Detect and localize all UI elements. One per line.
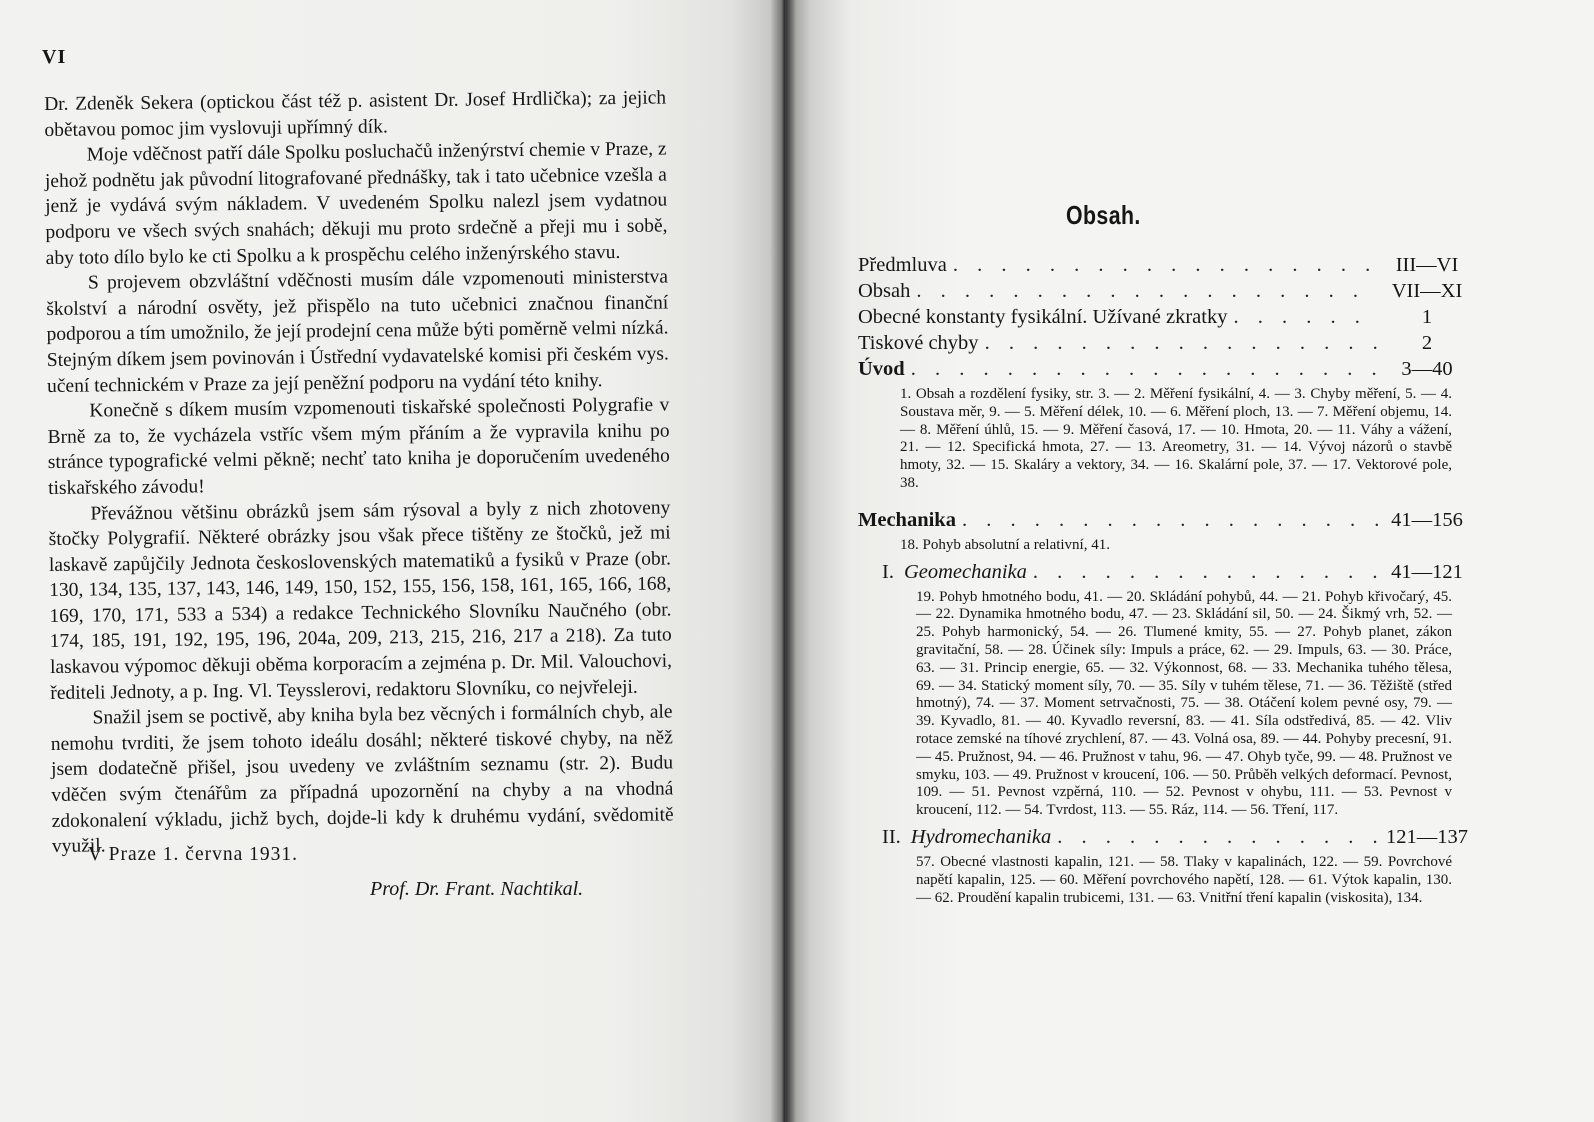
toc-entry-uvod[interactable]: [858, 356, 1470, 382]
toc-detail-geomechanika: 19. Pohyb hmotného bodu, 41. — 20. Skládání pohybů, 44. — 21. Pohyb křivočarý, 45. — 22. Dynamika hmotného bodu, 47. — 23. Skládání sil, 50. — 24. Šikmý vrh, 52. — 25. Pohyb harmonický, 54. — 26. Tlumené kmity, 55. — 27. Pohyb planet, zákon gravitační, 58. — 28. Účinek síly: Impuls a práce, 62. — 29. Impuls, 63. — 30. Práce, 63. — 31. Princip energie, 65. — 32. Výkonnost, 68. — 33. Mechanika tuhého tělesa, 69. — 34. Statický moment síly, 70. — 35. Síly v tuhém tělese, 71. — 36. Těžiště (střed hmotný), 74. — 37. Moment setrvačnosti, 75. — 38. Otáčení kolem pevné osy, 79. — 39. Kyvadlo, 81. — 40. Kyvadlo reversní, 83. — 41. Síla odstředivá, 85. — 42. Vliv rotace zemské na tíhové zrychlení, 87. — 43. Volná osa, 89. — 44. Pohyby precesní, 91. — 45. Pružnost, 94. — 46. Pružnost v tahu, 96. — 47. Ohyb tyče, 99. — 48. Pružnost ve smyku, 103. — 49. Pružnost v kroucení, 106. — 50. Průběh velkých deformací. Pevnost, 109. — 51. Pevnost vzpěrná, 110. — 52. Pevnost v ohybu, 111. — 53. Pevnost v kroucení, 112. — 54. Tvrdost, 113. — 55. Ráz, 114. — 56. Tření, 117.: [916, 588, 1452, 819]
paragraph: Dr. Zdeněk Sekera (optickou část též p. asistent Dr. Josef Hrdlička); za jejich obětavou pomoc jim vyslovuji upřímný dík.: [44, 87, 667, 141]
toc-entry-number: II.: [882, 825, 901, 848]
toc-detail-hydromechanika: 57. Obecné vlastnosti kapalin, 121. — 58. Tlaky v kapalinách, 122. — 59. Povrchové napětí kapalin, 125. — 60. Měření povrchového napětí, 128. — 61. Výtok kapalin, 130. — 62. Proudění kapalin trubicemi, 131. — 63. Vnitřní tření kapalin (viskosita), 134.: [916, 853, 1452, 906]
paragraph: Převážnou většinu obrázků jsem sám rýsoval a byly z nich zhotoveny štočky Polygrafií. Některé obrázky jsou však přece tištěny ze štočků, jež mi laskavě zapůjčily Jednota československých matematiků a fysiků v Praze (obr. 130, 134, 135, 137, 143, 146, 149, 150, 152, 155, 156, 158, 161, 165, 166, 168, 169, 170, 171, 533 a 534) a redakce Technického Slovníku Naučného (obr. 174, 185, 191, 192, 195, 196, 204a, 209, 213, 215, 216, 217 a 218). Za tuto laskavou výpomoc děkuji oběma korporacím a zejména p. Dr. Mil. Valouchovi, řediteli Jednoty, a p. Ing. Vl. Teysslerovi, redaktoru Slovníku, co nejvřeleji.: [48, 496, 673, 704]
preface-text: [44, 85, 674, 859]
leader-dots: [953, 252, 1378, 278]
table-of-contents: [858, 252, 1470, 911]
leader-dots: [985, 330, 1378, 356]
place-date: V Praze 1. června 1931.: [88, 844, 298, 865]
leader-dots: [1033, 559, 1378, 585]
toc-title: Obsah.: [1066, 200, 1141, 230]
toc-entry[interactable]: [858, 304, 1470, 330]
toc-entry-pages: 3—40: [1401, 358, 1453, 380]
toc-detail-uvod: 1. Obsah a rozdělení fysiky, str. 3. — 2. Měření fysikální, 4. — 3. Chyby měření, 5. — 4. Soustava měr, 9. — 5. Měření délek, 10. — 6. Měření ploch, 13. — 7. Měření objemu, 14. — 8. Měření úhlů, 15. — 9. Měření časová, 17. — 10. Hmota, 20. — 11. Váhy a vážení, 21. — 12. Specifická hmota, 27. — 13. Areometry, 31. — 14. Vývoj názorů o stavbě hmoty, 32. — 15. Skaláry a vektory, 34. — 16. Skalární pole, 37. — 17. Vektorové pole, 38.: [900, 386, 1452, 491]
toc-entry[interactable]: [858, 330, 1470, 356]
left-page: [0, 0, 786, 1122]
paragraph: S projevem obzvláštní vděčnosti musím dále vzpomenouti ministerstva školství a národní osvěty, jež přispělo na tuto učebnici značnou finanční podporou a tím umožnilo, že její prodejní cena může býti poměrně velmi nízká. Stejným díkem jsem povinován i Ústřední vydavatelské komisi při českém vys. učení technickém v Praze za její peněžní podporu na vydání této knihy.: [46, 266, 669, 397]
toc-entry-label: Obsah: [858, 280, 911, 302]
toc-entry-label: Tiskové chyby: [858, 332, 979, 354]
toc-entry-pages: III—VI: [1395, 254, 1459, 276]
right-page: [786, 0, 1594, 1122]
author-signature: Prof. Dr. Frant. Nachtikal.: [370, 878, 584, 900]
toc-entry-geomechanika[interactable]: [858, 559, 1470, 585]
leader-dots: [916, 278, 1378, 304]
page-number: VI: [42, 46, 67, 68]
toc-detail-mechanika: 18. Pohyb absolutní a relativní, 41.: [900, 536, 1110, 553]
toc-entry-pages: VII—XI: [1391, 280, 1463, 302]
paragraph: Moje vděčnost patří dále Spolku posluchačů inženýrství chemie v Praze, z jehož podnětu jak původní litografované přednášky, tak i tato učebnice vzešla a jenž je vydává svým nákladem. V uvedeném Spolku nalezl jsem vydatnou podporu ve všech svých snahách; děkuji mu proto srdečně a přeji mu i sobě, aby toto dílo bylo ke cti Spolku a k prospěchu celého inženýrského stavu.: [44, 138, 668, 269]
toc-entry-label: Obecné konstanty fysikální. Užívané zkratky: [858, 306, 1228, 328]
toc-entry-pages: 1: [1421, 306, 1433, 328]
book-gutter: [770, 0, 796, 1122]
toc-entry-pages: 2: [1421, 332, 1433, 354]
toc-entry-label: Předmluva: [858, 254, 947, 276]
paragraph: Konečně s díkem musím vzpomenouti tiskařské společnosti Polygrafie v Brně za to, že vycházela vstříc všem mým přáním a že vypravila knihu po stránce typografické velmi pěkně; nechť tato kniha je doporučením uvedeného tiskařského závodu!: [47, 394, 670, 499]
leader-dots: [1233, 304, 1378, 330]
leader-dots: [1057, 824, 1378, 850]
leader-dots: [911, 356, 1378, 382]
toc-entry-label: Úvod: [858, 358, 905, 380]
toc-entry-pages: 41—121: [1391, 560, 1463, 583]
toc-entry-label: Mechanika: [858, 508, 956, 531]
toc-entry-label: Hydromechanika: [910, 825, 1052, 848]
toc-entry-pages: 41—156: [1391, 508, 1463, 531]
toc-entry-pages: 121—137: [1386, 825, 1468, 848]
toc-entry[interactable]: [858, 252, 1470, 278]
leader-dots: [962, 507, 1378, 533]
toc-entry[interactable]: [858, 278, 1470, 304]
toc-entry-hydromechanika[interactable]: [858, 824, 1470, 850]
toc-entry-number: I.: [882, 560, 894, 583]
paragraph: Snažil jsem se poctivě, aby kniha byla bez věcných i formálních chyb, ale nemohu tvrditi, že jsem tohoto ideálu dosáhl; některé tiskové chyby, na něž jsem dodatečně přišel, jsou uvedeny ve zvláštním seznamu (str. 2). Budu vděčen svým čtenářům za případná upozornění na chyby a na vhodná zdokonalení výkladu, jichž bych, dojde-li kdy k druhému vydání, svědomitě využil.: [50, 701, 674, 858]
toc-entry-label: Geomechanika: [903, 560, 1027, 583]
toc-entry-mechanika[interactable]: [858, 507, 1470, 533]
